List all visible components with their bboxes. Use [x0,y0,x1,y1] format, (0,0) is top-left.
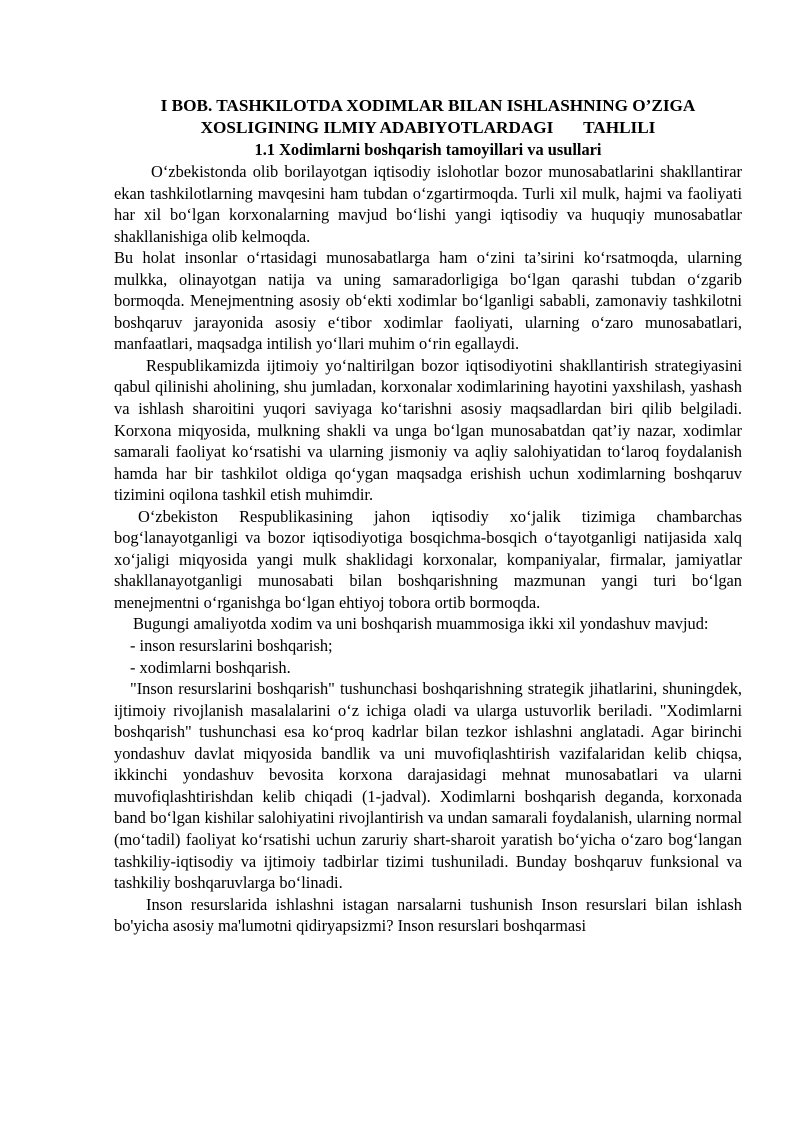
paragraph-3: Respublikamizda ijtimoiy yo‘naltirilgan bozor iqtisodiyotini shakllantirish strategiyasini qabul qilinishi aholining, shu jumladan, korxonalar xodimlarining hayotini yaxshilash, yashash va ishlash sharoitini yuqori saviyaga ko‘tarishni asosiy maqsadlardan biri qilib belgiladi. Korxona miqyosida, mulkning shakli va unga bo‘lgan munosabatdan qat’iy nazar, xodimlar samarali faoliyat ko‘rsatishi va ularning jismoniy va aqliy salohiyatidan to‘laroq foydalanish hamda har bir tashkilot oldiga qo‘ygan maqsadga erishish uchun xodimlarning boshqaruv tizimini oqilona tashkil etish muhimdir. [114,355,742,505]
chapter-title-line-1: I BOB. TASHKILOTDA XODIMLAR BILAN ISHLASHNING O’ZIGA [160,96,696,115]
list-item-1: - inson resurslarini boshqarish; [130,636,333,656]
paragraph-5: Bugungi amaliyotda xodim va uni boshqarish muammosiga ikki xil yondashuv mavjud: [133,614,709,634]
paragraph-4: O‘zbekiston Respublikasining jahon iqtisodiy xo‘jalik tizimiga chambarchas bog‘lanayotganligi va bozor iqtisodiyotiga bosqichma-bosqich o‘tayotganligi natijasida xalq xo‘jaligi miqyosida yangi mulk shaklidagi korxonalar, kompaniyalar, firmalar, jamiyatlar shakllanayotganligi munosabati bilan boshqarishning mazmunan yangi turi bo‘lgan menejmentni o‘rganishga bo‘lgan ehtiyoj tobora ortib bormoqda. [114,506,742,612]
paragraph-2: Bu holat insonlar o‘rtasidagi munosabatlarga ham o‘zini ta’sirini ko‘rsatmoqda, ularning mulkka, olinayotgan natija va uning samaradorligiga bo‘lgan qarashi tubdan o‘zgarib bormoqda. Menejmentning asosiy ob‘ekti xodimlar bo‘lganligi sababli, zamonaviy tashkilotni boshqaruv jarayonida asosiy e‘tibor xodimlar faoliyati, ularning o‘zaro munosabatlari, manfaatlari, maqsadga intilish yo‘llari muhim o‘rin egallaydi. [114,248,742,354]
chapter-title-line-2: XOSLIGINING ILMIY ADABIYOTLARDAGI TAHLILI [200,118,656,137]
list-item-2: - xodimlarni boshqarish. [130,657,291,677]
paragraph-6: "Inson resurslarini boshqarish" tushunchasi boshqarishning strategik jihatlarini, shuningdek, ijtimoiy rivojlanish masalalarini o‘z ichiga oladi va ularga ustuvorlik beriladi. "Xodimlarni boshqarish" tushunchasi esa ko‘proq kadrlar bilan tezkor ishlashni anglatadi. Agar birinchi yondashuv davlat miqyosida bandlik va uni muvofiqlashtirish vazifalaridan kelib chiqsa, ikkinchi yondashuv bevosita korxona darajasidagi mehnat munosabatlari va ularni muvofiqlashtirishdan kelib chiqadi (1-jadval). Xodimlarni boshqarish deganda, korxonada band bo‘lgan kishilar salohiyatini rivojlantirish va undan samarali foydalanish, ularning normal (mo‘tadil) faoliyat ko‘rsatishi uchun zaruriy shart-sharoit yaratish bo‘yicha o‘zaro bog‘langan tashkiliy-iqtisodiy va ijtimoiy tadbirlar tizimi tushuniladi. Bunday boshqaruv funksional va tashkiliy boshqaruvlarga bo‘linadi. [114,679,742,893]
paragraph-7: Inson resurslarida ishlashni istagan narsalarni tushunish Inson resurslari bilan ishlash bo'yicha asosiy ma'lumotni qidiryapsizmi? Inson resurslari boshqarmasi [114,894,742,936]
section-title: 1.1 Xodimlarni boshqarish tamoyillari va usullari [254,140,602,159]
chapter-title [114,95,742,139]
paragraph-1: O‘zbekistonda olib borilayotgan iqtisodiy islohotlar bozor munosabatlarini shakllantirar ekan tashkilotlarning mavqesini ham tubdan o‘zgartirmoqda. Turli xil mulk, hajmi va faoliyati har xil bo‘lgan korxonalarning mavjud bo‘lishi yangi iqtisodiy va huquqiy munosabatlar shakllanishiga olib kelmoqda. [114,162,742,246]
